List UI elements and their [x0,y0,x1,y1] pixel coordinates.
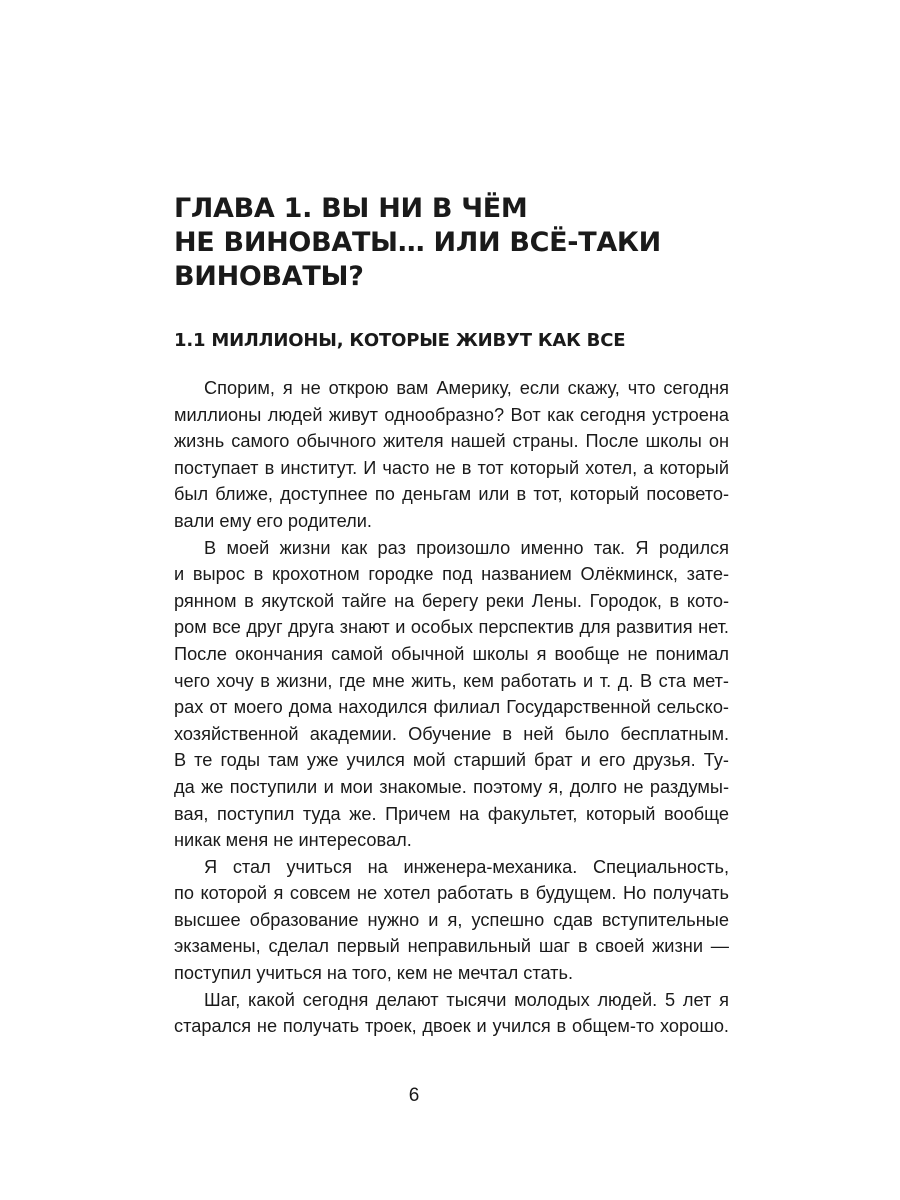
text-line: чего хочу в жизни, где мне жить, кем работать и т. д. В ста мет- [174,670,729,691]
text-line: вали ему его родители. [174,510,372,531]
body-text [174,375,729,1040]
text-line: поступил учиться на того, кем не мечтал стать. [174,963,574,984]
text-line: хозяйственной академии. Обучение в ней было бесплатным. [174,723,729,744]
text-line: После окончания самой обычной школы я вообще не понимал [174,643,729,664]
text-line: никак меня не интересовал. [174,830,412,851]
text-line: миллионы людей живут однообразно? Вот как сегодня устроена [174,404,729,425]
chapter-title-line: НЕ ВИНОВАТЫ… ИЛИ ВСЁ-ТАКИ [174,227,661,258]
text-line: и вырос в крохотном городке под названием Олёкминск, зате- [174,564,729,585]
chapter-title-line: ВИНОВАТЫ? [174,261,364,292]
text-line: ром все друг друга знают и особых перспектив для развития нет. [174,617,729,638]
page-number: 6 [408,1085,420,1106]
text-line: Я стал учиться на инженера-механика. Специальность, [204,856,729,877]
text-line: высшее образование нужно и я, успешно сдав вступительные [174,909,729,930]
text-line: рянном в якутской тайге на берегу реки Лены. Городок, в кото- [174,590,729,611]
text-line: Шаг, какой сегодня делают тысячи молодых людей. 5 лет я [204,989,729,1010]
chapter-title-line: ГЛАВА 1. ВЫ НИ В ЧЁМ [174,193,528,224]
text-line: был ближе, доступнее по деньгам или в тот, который посовето- [174,484,729,505]
section-title: 1.1 МИЛЛИОНЫ, КОТОРЫЕ ЖИВУТ КАК ВСЕ [174,330,626,351]
text-line: В те годы там уже учился мой старший брат и его друзья. Ту- [174,750,729,771]
text-line: по которой я совсем не хотел работать в будущем. Но получать [174,883,729,904]
text-line: да же поступили и мои знакомые. поэтому я, долго не раздумы- [174,776,729,797]
text-line: экзамены, сделал первый неправильный шаг в своей жизни — [174,936,729,957]
text-line: вая, поступил туда же. Причем на факультет, который вообще [174,803,729,824]
chapter-title [174,192,774,294]
text-line: жизнь самого обычного жителя нашей страны. После школы он [174,431,729,452]
text-line: Спорим, я не открою вам Америку, если скажу, что сегодня [204,378,729,398]
text-line: поступает в институт. И часто не в тот который хотел, а который [174,457,729,478]
text-line: В моей жизни как раз произошло именно так. Я родился [204,537,729,558]
text-line: рах от моего дома находился филиал Государственной сельско- [174,697,729,718]
text-line: старался не получать троек, двоек и учился в общем-то хорошо. [174,1016,729,1037]
